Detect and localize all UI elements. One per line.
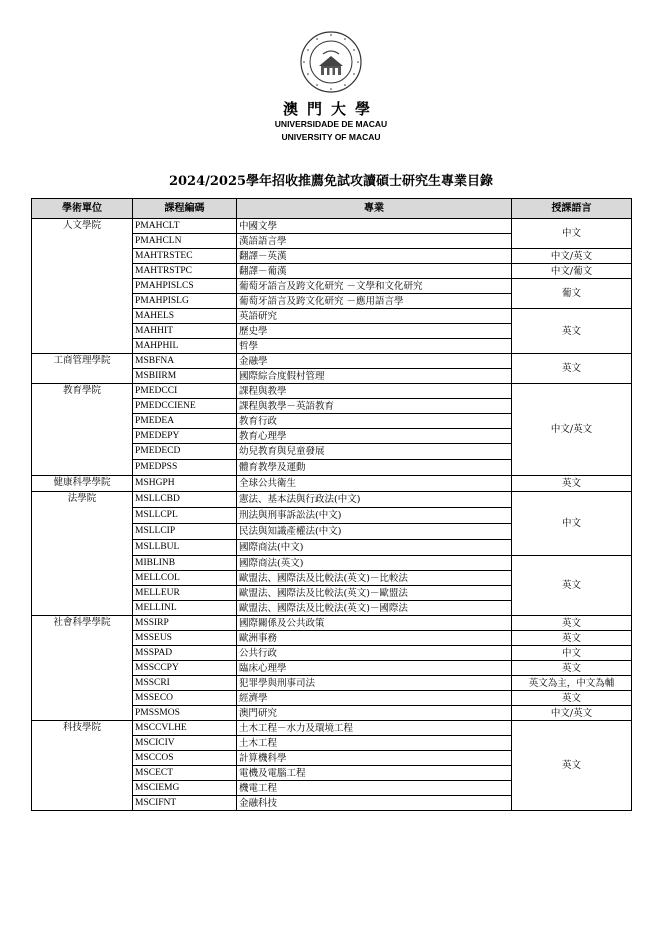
teaching-language: 中文: [512, 646, 632, 661]
course-code: MSCIFNT: [133, 796, 237, 811]
university-chinese-name: 澳門大學: [282, 100, 379, 118]
header-code: 課程編碼: [133, 199, 237, 219]
unit-health: 健康科學學院: [32, 476, 133, 492]
course-code: MAHHIT: [133, 324, 237, 339]
course-code: MSBIIRM: [133, 369, 237, 384]
course-code: PMEDEPY: [133, 429, 237, 444]
table-row: [32, 354, 632, 369]
table-header-row: [32, 199, 632, 219]
teaching-language: 中文/英文: [512, 706, 632, 721]
course-code: PMAHCLN: [133, 234, 237, 249]
course-code: MSCIEMG: [133, 781, 237, 796]
teaching-language: 中文: [512, 492, 632, 556]
major-name: 課程與教學－英語教育: [237, 399, 512, 414]
teaching-language: 中文/英文: [512, 249, 632, 264]
course-code: MSLLBUL: [133, 540, 237, 556]
course-code: MAHTRSTPC: [133, 264, 237, 279]
course-code: PMEDCCIENE: [133, 399, 237, 414]
course-code: PMSSMOS: [133, 706, 237, 721]
major-name: 課程與教學: [237, 384, 512, 399]
major-name: 歷史學: [237, 324, 512, 339]
major-name: 翻譯－英漢: [237, 249, 512, 264]
course-code: MSCCOS: [133, 751, 237, 766]
major-name: 葡萄牙語言及跨文化研究 －文學和文化研究: [237, 279, 512, 294]
unit-business: 工商管理學院: [32, 354, 133, 384]
major-name: 體育教學及運動: [237, 460, 512, 476]
major-name: 國際商法(中文): [237, 540, 512, 556]
unit-science-technology: 科技學院: [32, 721, 133, 811]
header-language: 授課語言: [512, 199, 632, 219]
table-row: [32, 476, 632, 492]
header-major: 專業: [237, 199, 512, 219]
table-row: [32, 219, 632, 234]
unit-social-sciences: 社會科學學院: [32, 616, 133, 721]
major-name: 中國文學: [237, 219, 512, 234]
course-code: MSLLCBD: [133, 492, 237, 508]
major-name: 土木工程－水力及環境工程: [237, 721, 512, 736]
major-name: 漢語語言學: [237, 234, 512, 249]
course-code: PMEDECD: [133, 444, 237, 460]
header-unit: 學術單位: [32, 199, 133, 219]
course-code: MSLLCPL: [133, 508, 237, 524]
course-code: MAHPHIL: [133, 339, 237, 354]
course-code: PMEDCCI: [133, 384, 237, 399]
unit-education: 教育學院: [32, 384, 133, 476]
major-name: 臨床心理學: [237, 661, 512, 676]
course-code: MSSECO: [133, 691, 237, 706]
teaching-language: 英文: [512, 631, 632, 646]
major-name: 計算機科學: [237, 751, 512, 766]
course-code: MAHELS: [133, 309, 237, 324]
course-code: PMAHCLT: [133, 219, 237, 234]
course-code: MSSIRP: [133, 616, 237, 631]
course-code: PMEDEA: [133, 414, 237, 429]
course-code: PMEDPSS: [133, 460, 237, 476]
teaching-language: 英文為主，中文為輔: [512, 676, 632, 691]
major-name: 刑法與刑事訴訟法(中文): [237, 508, 512, 524]
major-name: 全球公共衛生: [237, 476, 512, 492]
major-name: 國際關係及公共政策: [237, 616, 512, 631]
major-name: 土木工程: [237, 736, 512, 751]
teaching-language: 英文: [512, 616, 632, 631]
major-name: 英語研究: [237, 309, 512, 324]
teaching-language: 中文/葡文: [512, 264, 632, 279]
major-name: 經濟學: [237, 691, 512, 706]
course-code: MAHTRSTEC: [133, 249, 237, 264]
table-row: [32, 616, 632, 631]
document-title: 2024/2025學年招收推薦免試攻讀碩士研究生專業目錄: [168, 174, 494, 189]
course-code: PMAHPISLCS: [133, 279, 237, 294]
course-code: MSSPAD: [133, 646, 237, 661]
major-name: 幼兒教育與兒童發展: [237, 444, 512, 460]
major-name: 憲法、基本法與行政法(中文): [237, 492, 512, 508]
teaching-language: 英文: [512, 691, 632, 706]
major-name: 機電工程: [237, 781, 512, 796]
course-code: MELLCOL: [133, 571, 237, 586]
major-name: 教育行政: [237, 414, 512, 429]
table-row: [32, 492, 632, 508]
major-name: 歐盟法、國際法及比較法(英文)－歐盟法: [237, 586, 512, 601]
teaching-language: 中文/英文: [512, 384, 632, 476]
teaching-language: 英文: [512, 721, 632, 811]
course-code: MSCCVLHE: [133, 721, 237, 736]
major-name: 歐盟法、國際法及比較法(英文)－國際法: [237, 601, 512, 616]
unit-arts: 人文學院: [32, 219, 133, 354]
course-code: MIBLINB: [133, 556, 237, 571]
university-english-name: UNIVERSITY OF MACAU: [281, 132, 381, 142]
course-code: MSBFNA: [133, 354, 237, 369]
teaching-language: 英文: [512, 556, 632, 616]
teaching-language: 葡文: [512, 279, 632, 309]
unit-law: 法學院: [32, 492, 133, 616]
major-name: 公共行政: [237, 646, 512, 661]
course-code: MSSCRI: [133, 676, 237, 691]
major-name: 澳門研究: [237, 706, 512, 721]
course-code: MSCICIV: [133, 736, 237, 751]
course-code: MSHGPH: [133, 476, 237, 492]
course-code: MSSEUS: [133, 631, 237, 646]
teaching-language: 英文: [512, 309, 632, 354]
major-name: 犯罪學與刑事司法: [237, 676, 512, 691]
university-portuguese-name: UNIVERSIDADE DE MACAU: [274, 119, 388, 129]
course-code: PMAHPISLG: [133, 294, 237, 309]
teaching-language: 英文: [512, 354, 632, 384]
table-row: [32, 721, 632, 736]
table-row: [32, 384, 632, 399]
major-name: 教育心理學: [237, 429, 512, 444]
course-code: MELLINL: [133, 601, 237, 616]
major-name: 歐洲事務: [237, 631, 512, 646]
major-name: 翻譯－葡漢: [237, 264, 512, 279]
teaching-language: 中文: [512, 219, 632, 249]
major-name: 民法與知識產權法(中文): [237, 524, 512, 540]
major-name: 國際綜合度假村管理: [237, 369, 512, 384]
major-name: 電機及電腦工程: [237, 766, 512, 781]
course-code: MSLLCIP: [133, 524, 237, 540]
major-name: 金融科技: [237, 796, 512, 811]
major-name: 國際商法(英文): [237, 556, 512, 571]
major-name: 金融學: [237, 354, 512, 369]
course-code: MSCECT: [133, 766, 237, 781]
course-code: MELLEUR: [133, 586, 237, 601]
course-code: MSSCCPY: [133, 661, 237, 676]
major-name: 哲學: [237, 339, 512, 354]
major-name: 葡萄牙語言及跨文化研究 －應用語言學: [237, 294, 512, 309]
program-table: [31, 198, 632, 811]
teaching-language: 英文: [512, 476, 632, 492]
teaching-language: 英文: [512, 661, 632, 676]
university-seal-icon: [299, 30, 363, 94]
major-name: 歐盟法、國際法及比較法(英文)－比較法: [237, 571, 512, 586]
